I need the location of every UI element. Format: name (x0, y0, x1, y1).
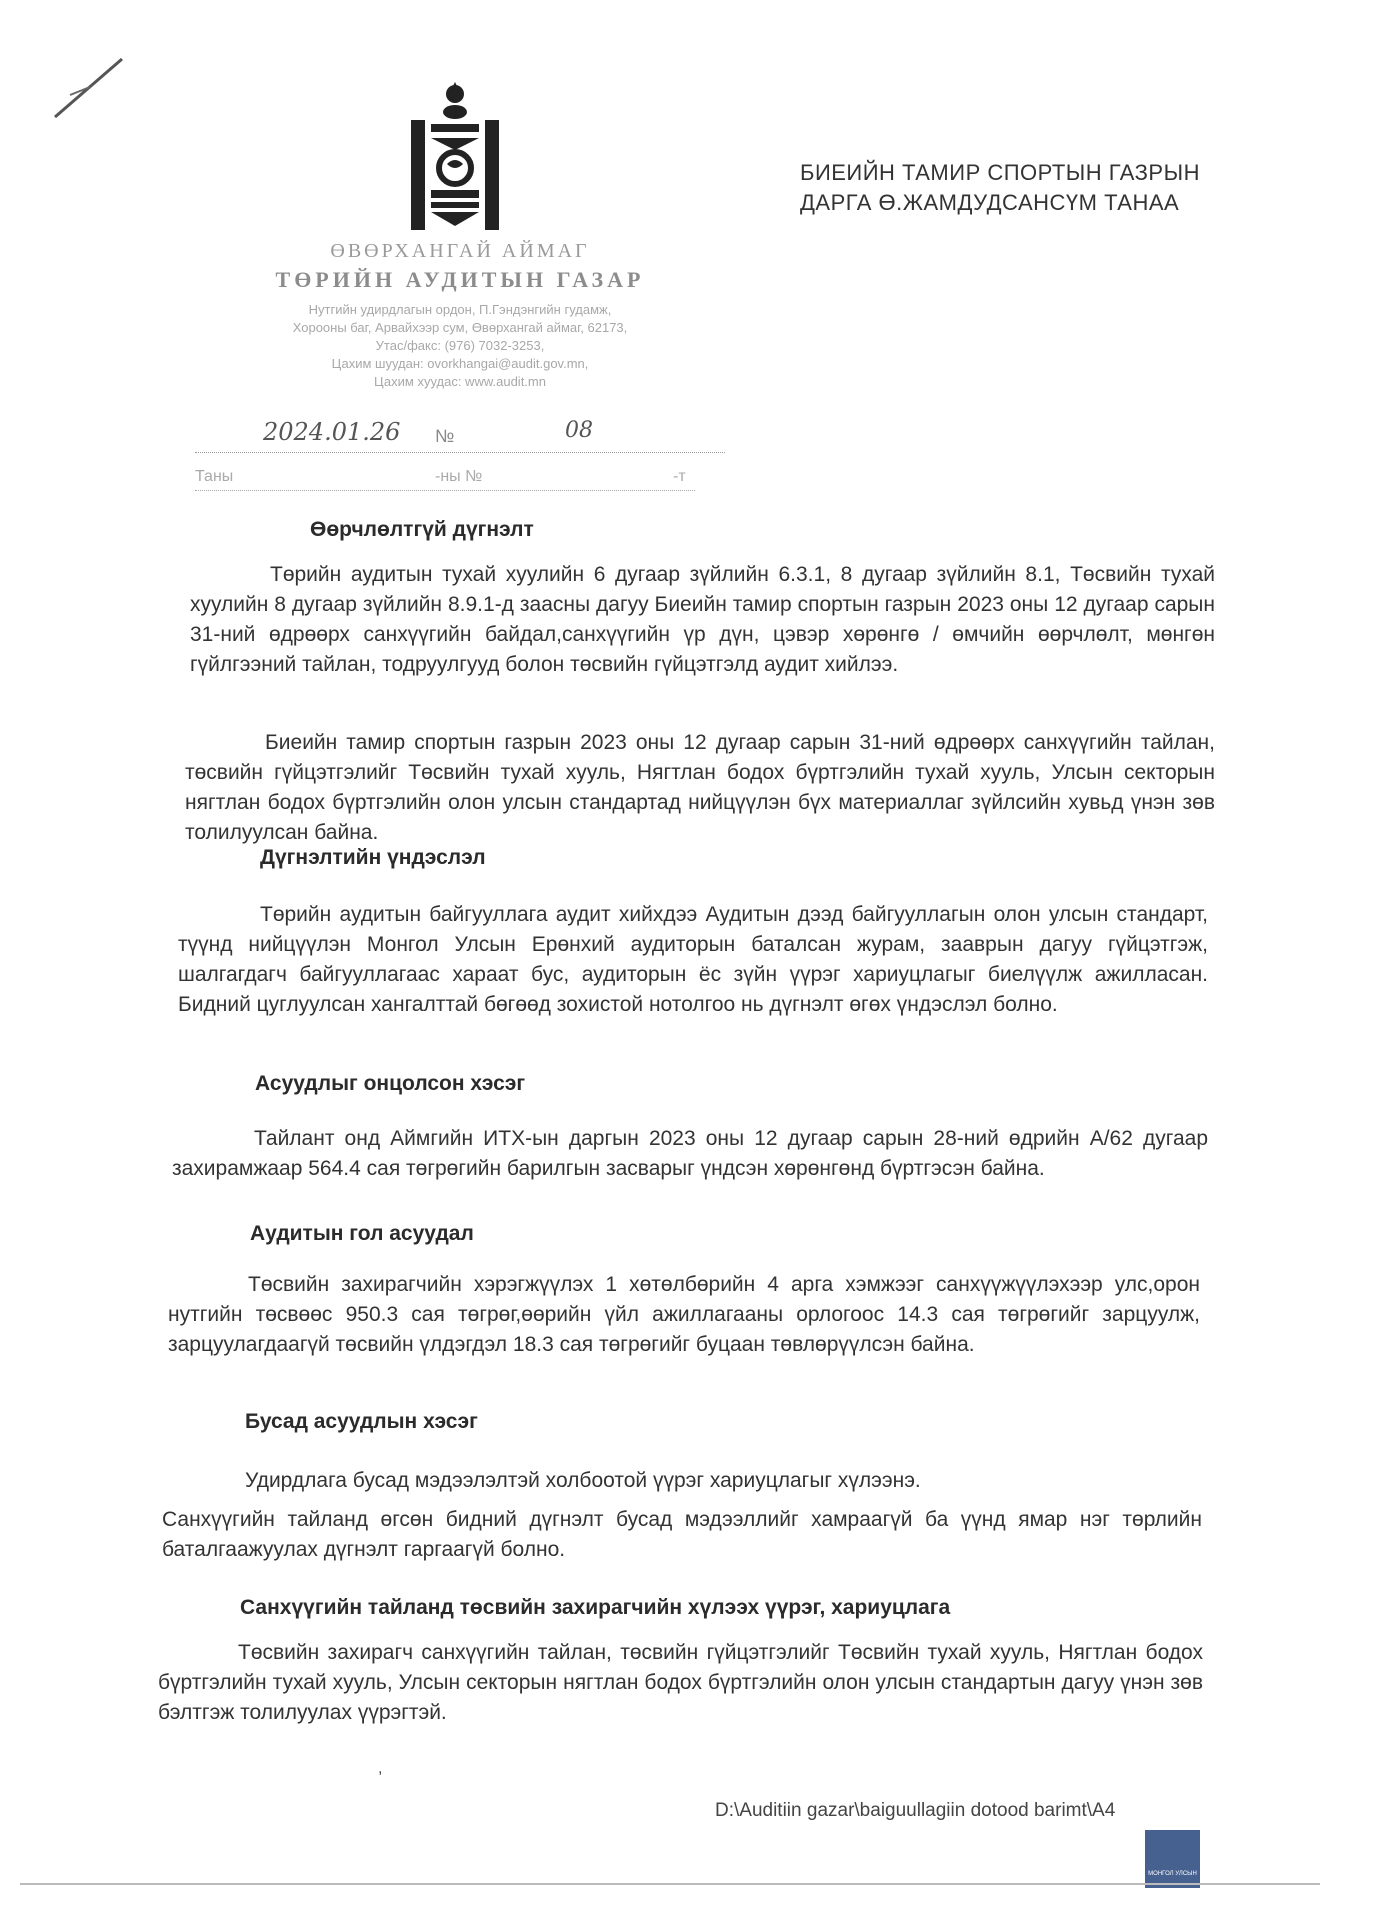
paragraph-text: Санхүүгийн тайланд өгсөн бидний дүгнэлт бусад мэдээллийг хамраагүй ба үүнд ямар нэг төрлийн баталгаажуулах дүгнэлт гаргаагүй болно. (162, 1508, 1202, 1561)
ref-prefix: Таны (195, 468, 234, 485)
paragraph-6 (245, 1466, 1145, 1496)
contact-line: Цахим хуудас: www.audit.mn (374, 374, 546, 389)
contact-line: Нутгийн удирдлагын ордон, П.Гэндэнгийн гудамж, (308, 302, 612, 317)
number-label: № (435, 426, 455, 446)
section-heading-responsibility: Санхүүгийн тайланд төсвийн захирагчийн хүлээх үүрэг, хариуцлага (240, 1596, 951, 1619)
paragraph-3 (178, 900, 1208, 1020)
paragraph-7 (162, 1505, 1202, 1565)
stray-mark: , (378, 1760, 383, 1777)
state-emblem-icon (405, 80, 505, 230)
handwritten-slash-mark (50, 55, 130, 125)
paragraph-4 (172, 1124, 1208, 1184)
paragraph-text: Төрийн аудитын тухай хуулийн 6 дугаар зүйлийн 6.3.1, 8 дугаар зүйлийн 8.1, Төсвийн тухай хуулийн 8 дугаар зүйлийн 8.9.1-д заасны дагуу Биеийн тамир спортын газрын 2023 оны 12 дугаар сарын 31-ний өдрөөрх санхүүгийн байдал,санхүүгийн үр дүн, цэвэр хөрөнгө / өмчийн өөрчлөлт, мөнгөн гүйлгээний тайлан, тодруулгууд болон төсвийн гүйцэтгэлд аудит хийлээ. (190, 563, 1215, 676)
ref-suffix: -т (673, 468, 686, 485)
reference-row (195, 462, 695, 491)
handwritten-number: 08 (565, 418, 593, 443)
paragraph-text: Биеийн тамир спортын газрын 2023 оны 12 дугаар сарын 31-ний өдрөөрх санхүүгийн тайлан, төсвийн гүйцэтгэлийг Төсвийн тухай хууль, Нягтлан бодох бүртгэлийн тухай хууль, Улсын секторын нягтлан бодох бүртгэлийн олон улсын стандартад нийцүүлэн бүх материаллаг зүйлсийн хувьд үнэн зөв толилуулсан байна. (185, 731, 1215, 844)
footer-logo-icon (1145, 1830, 1200, 1888)
paragraph-8 (158, 1638, 1203, 1728)
contact-line: Утас/факс: (976) 7032-3253, (375, 338, 545, 353)
letterhead-block (200, 240, 720, 391)
paragraph-2 (185, 728, 1215, 848)
footer-file-path: D:\Auditiin gazar\baiguullagiin dotood barimt\A4 (715, 1800, 1116, 1821)
org-name-region: ӨВӨРХАНГАЙ АЙМАГ (330, 240, 590, 262)
section-heading-basis: Дүгнэлтийн үндэслэл (260, 846, 486, 869)
handwritten-date: 2024.01.26 (263, 418, 401, 446)
paragraph-5 (168, 1270, 1200, 1360)
paragraph-text: Тайлант онд Аймгийн ИТХ-ын даргын 2023 оны 12 дугаар сарын 28-ний өдрийн А/62 дугаар захирамжаар 564.4 сая төгрөгийн барилгын засварыг үндсэн хөрөнгөнд бүртгэсэн байна. (172, 1127, 1208, 1180)
footer-logo-caption: МОНГОЛ УЛСЫН (1148, 1871, 1197, 1877)
addressee-line: ДАРГА Ө.ЖАМДУДСАНСҮМ ТАНАА (800, 190, 1180, 215)
footer-divider (20, 1883, 1320, 1885)
paragraph-text: Төсвийн захирагч санхүүгийн тайлан, төсвийн гүйцэтгэлийг Төсвийн тухай хууль, Нягтлан бодох бүртгэлийн тухай хууль, Улсын секторын нягтлан бодох бүртгэлийн олон улсын стандартын дагуу үнэн зөв бэлтгэж толилуулах үүрэгтэй. (158, 1641, 1203, 1724)
section-heading-emphasis: Асуудлыг онцолсон хэсэг (255, 1072, 526, 1095)
contact-line: Хорооны баг, Арвайхээр сум, Өвөрхангай аймаг, 62173, (292, 320, 628, 335)
paragraph-text: Удирдлага бусад мэдээлэлтэй холбоотой үүрэг хариуцлагыг хүлээнэ. (245, 1469, 921, 1492)
section-heading-other-matters: Бусад асуудлын хэсэг (245, 1410, 478, 1433)
addressee-line: БИЕИЙН ТАМИР СПОРТЫН ГАЗРЫН (800, 160, 1200, 185)
addressee (800, 158, 1250, 218)
date-number-row (195, 418, 725, 453)
org-name: ТӨРИЙН АУДИТЫН ГАЗАР (275, 267, 645, 292)
contact-line: Цахим шуудан: ovorkhangai@audit.gov.mn, (331, 356, 589, 371)
section-heading-key-matters: Аудитын гол асуудал (250, 1222, 474, 1245)
paragraph-text: Төсвийн захирагчийн хэрэгжүүлэх 1 хөтөлбөрийн 4 арга хэмжээг санхүүжүүлэхээр улс,орон нутгийн төсвөөс 950.3 сая төгрөг,өөрийн үйл ажиллагааны орлогоос 14.3 сая төгрөгийг зарцуулж, зарцуулагдаагүй төсвийн үлдэгдэл 18.3 сая төгрөгийг буцаан төвлөрүүлсэн байна. (168, 1273, 1200, 1356)
contact-info (200, 301, 720, 391)
paragraph-text: Төрийн аудитын байгууллага аудит хийхдээ Аудитын дээд байгууллагын олон улсын стандарт, түүнд нийцүүлэн Монгол Улсын Ерөнхий аудиторын баталсан журам, зааврын дагуу гүйцэтгэж, шалгагдагч байгууллагаас хараат бус, аудиторын ёс зүйн үүрэг хариуцлагыг биелүүлж ажилласан. Бидний цуглуулсан хангалттай бөгөөд зохистой нотолгоо нь дүгнэлт өгөх үндэслэл болно. (178, 903, 1208, 1016)
section-title: Өөрчлөлтгүй дүгнэлт (310, 518, 534, 541)
ref-middle: -ны № (435, 468, 483, 485)
paragraph-1 (190, 560, 1215, 680)
